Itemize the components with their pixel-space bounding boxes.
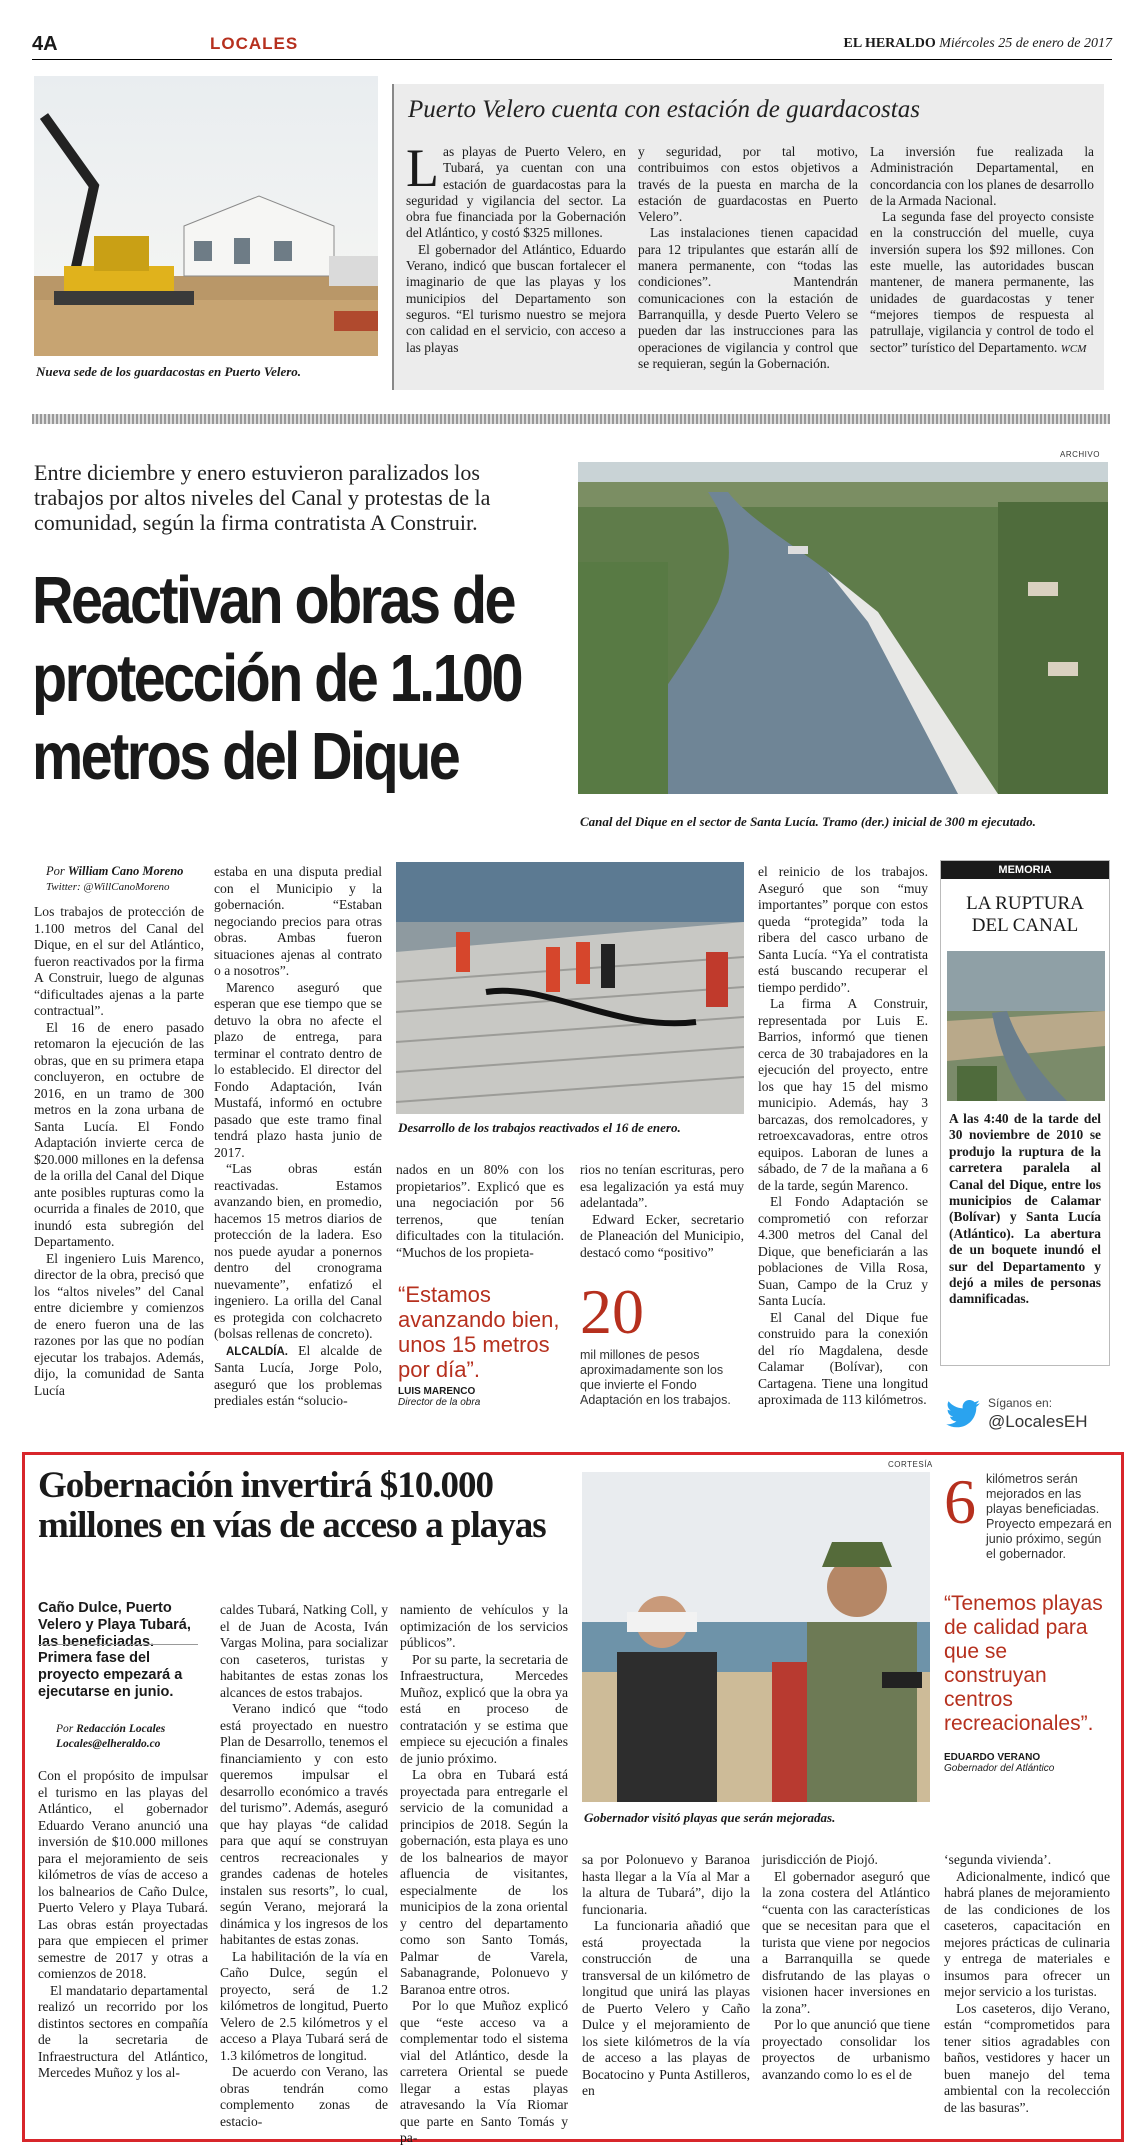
gob-paragraph: El gobernador aseguró que la zona costera del Atlántico “cuenta con las características que se necesitan para que el turista que viene por negocios a Barranquilla se quede disfrutando de las playas o visionen hacer inversiones en la zona”. [762,1868,930,2016]
gob-paragraph: De acuerdo con Verano, las obras tendrán como complemento zonas de estacio- [220,2064,388,2129]
dique-paragraph: El 16 de enero pasado retomaron la ejecución de las obras, que en su primera etapa concluyeron, en octubre de 2016, en un tramo de 300 metros en la zona urbana de Santa Lucía. El Fondo Adaptación invierte cerca de $20.000 millones en la defensa de la orilla del Canal del Dique ante posibles rupturas como la ocurrida a finales de 2010, que inundó esta subregión del Departamento. [34,1019,204,1249]
dique-paragraph: Los trabajos de protección de 1.100 metros del Canal del Dique, en el sur del Atlántico, fueron reactivados por la firma A Construir, luego de algunas “dificultades ajenas a la parte contractual”. [34,904,204,1018]
gob-quote-box [944,1592,1110,1774]
guard-col-3 [870,144,1094,357]
dique-subhead: ALCALDÍA. [226,1345,288,1358]
gob-paragraph: Por lo que anunció que tiene proyectado consolidar los proyectos de urbanismo avanzando como lo es el de [762,2017,930,2082]
dique-paragraph: Edward Ecker, secretario de Planeación del Municipio, destacó como “positivo” [580,1211,744,1260]
gob-paragraph: namiento de vehículos y la optimización de los servicios públicos”. [400,1602,568,1650]
gob-photo-caption: Gobernador visitó playas que serán mejoradas. [584,1810,836,1825]
dique-col-1 [34,904,204,1399]
gob-paragraph: caldes Tubará, Natking Coll, y el de Juan de Acosta, Iván Vargas Molina, para socializar con caseteros, turistas y habitantes de estas zonas los alcances de estos trabajos. [220,1602,388,1700]
gob-paragraph: Los caseteros, dijo Verano, están “comprometidos para tener sitios agradables con baños, vestidores y hacer un buen manejo del tema ambiental con la recolección de las basuras”. [944,2000,1110,2115]
canal-aerial-image [578,462,1108,794]
page-header [32,30,1112,60]
twitter-handle[interactable]: @LocalesEH [988,1412,1088,1431]
dique-photo-caption: Canal del Dique en el sector de Santa Lucía. Tramo (der.) inicial de 300 m ejecutado. [580,814,1036,829]
dique-number-box [580,1276,746,1408]
gob-deck-2: Primera fase del proyecto empezará a ejecutarse en junio. [38,1650,183,1700]
byline-prefix: Por [46,864,65,878]
gob-paragraph: jurisdicción de Piojó. [762,1852,878,1867]
gob-col-6 [944,1852,1110,2116]
gob-photo-credit: CORTESÍA [888,1460,933,1469]
paper-dateline [844,36,1112,52]
gob-paragraph: Con el propósito de impulsar el turismo en las playas del Atlántico, el gobernador Eduardo Verano anunció una inversión de $10.000 millones para el mejoramiento de seis kilómetros de vías de acceso a los balnearios de Caño Dulce, Puerto Velero y Playa Tubará. Las obras están proyectadas para que empiecen el primer semestre de 2017 y otras a comienzos de 2018. [38,1768,208,1981]
dique-photo [578,462,1108,794]
gob-paragraph: Por lo que Muñoz explicó que “este acceso va a complementar todo el sistema vial del Atlántico, desde la carretera Oriental se puede llegar a estas playas atravesando la Vía Riomar que parte en Santo Tomás y pa- [400,1998,568,2145]
gob-paragraph: La funcionaria añadió que está proyectada la construcción de una transversal de un kilómetro de longitud que unirá las playas de Puerto Velero y Caño Dulce y el mejoramiento de los siete kilómetros de la vía de acceso a las playas de Bocatocino y Punta Astilleros, en [582,1918,750,2098]
dique-kicker: Entre diciembre y enero estuvieron paralizados los trabajos por altos niveles del Canal y protestas de la comunidad, según la firma contratista A Construir. [34,460,491,535]
follow-label: Síganos en: [988,1396,1053,1410]
gob-col-5 [762,1852,930,2083]
guard-paragraph: as playas de Puerto Velero, en Tubará, ya cuentan con una estación de guardacostas para la seguridad y vigilancia del sector. La obra fue financiada por la Gobernación del Atlántico, y costó $325 millones. [406,144,626,241]
quote-author: EDUARDO VERANO [944,1752,1041,1763]
guard-box [392,84,1104,390]
gob-col-4 [582,1852,750,2100]
memoria-box [940,860,1110,1366]
dique-paragraph: rios no tenían escrituras, pero esa legalización ya está muy adelantada”. [580,1162,744,1210]
dique-pull-quote: “Estamos avanzando bien, unos 15 metros por día”. [398,1282,560,1382]
dique-headline: Reactivan obras de protección de 1.100 metros del Dique [32,563,521,794]
gob-number-box [944,1466,1112,1562]
guard-paragraph: La segunda fase del proyecto consiste en la construcción del muelle, cuya inversión supera los $92 millones. Con este muelle, las autoridades buscan mantener, de manera permanente, las unidades de guardacostas y tener “mejores tiempos de respuesta al patrullaje, vigilancia y control de todo el sector” turístico del Departamento. [870,209,1094,355]
dique-paragraph: El ingeniero Luis Marenco, director de la obra, precisó que los “altos niveles” del Canal entre diciembre y comienzos de enero fueron una de las razones por las que no podían ejecutar los trabajos. Además, dijo, la comunidad de Santa Lucía [34,1250,204,1398]
guard-paragraph: y seguridad, por tal motivo, contribuimos con estos objetivos a través de la puesta en marcha de la estación de guardacostas en Puerto Velero”. [638,144,858,225]
dique-col-2 [214,864,382,1410]
dique-col-3 [396,1162,564,1261]
dique-paragraph: estaba en una disputa predial con el Municipio y la gobernación. “Estaban negociando precios para otras obras. Ambas fueron situaciones ajenas al contrato o a nosotros”. [214,864,382,978]
guard-photo [34,76,378,356]
flooded-break-image [947,951,1105,1101]
gob-col-1 [38,1768,208,2082]
workers-image [396,862,744,1114]
gob-photo [582,1472,930,1802]
section-name: LOCALES [210,34,299,53]
memoria-title: LA RUPTURA DEL CANAL [966,893,1084,936]
dique-paragraph: El alcalde de Santa Lucía, Jorge Polo, aseguró que los problemas prediales están “solucio- [214,1342,382,1408]
twitter-follow [946,1394,1110,1438]
gob-paragraph: Verano indicó que “todo está proyectado en nuestro Plan de Desarrollo, tenemos el financiamiento y con esto queremos impulsar el desarrollo económico a través del turismo”. Además, aseguró que hay playas “de calidad para que aquí se construyan centros recreacionales y grandes cadenas de hoteles instalen sus resorts”, lo cual, según Verano, mejorará la dinámica y los ingresos de los habitantes de estas zonas. [220,1701,388,1947]
dique-paragraph: “Las obras están reactivadas. Estamos avanzando bien, en promedio, hacemos 15 metros diarios de protección de la ladera. Eso nos puede ayudar a ponernos dentro del cronograma nuevamente”, enfatizó el ingeniero. La orilla del Canal es protegida con colchacreto (bolsas rellenas de concreto). [214,1161,382,1341]
dique-paragraph: el reinicio de los trabajos. Aseguró que son “muy importantes” porque con estos queda “protegida” toda la ribera del casco urbano de Santa Lucía. “Ya el contratista está buscando recuperar el tiempo perdido”. [758,864,928,995]
byline-author: William Cano Moreno [67,864,184,878]
quote-role: Director de la obra [398,1397,481,1408]
dique-paragraph: La firma A Construir, representada por Luis E. Barrios, informó que tienen cerca de 30 trabajadores en la ejecución del proyecto, entre los que hay 15 del mismo municipio. Además, hay 3 barcazas, dos remolcadores, y retroexcavadoras, entre otros equipos. Laboran de lunes a sábado, de 7 de la mañana a 6 de la tarde, según Marenco. [758,996,928,1193]
gob-paragraph: La habilitación de la vía en Caño Dulce, según el proyecto, será de 1.2 kilómetros de longitud, Puerto Velero de 2.5 kilómetros y el acceso a Playa Tubará será de 1.3 kilómetros de longitud. [220,1948,388,2063]
guard-title: Puerto Velero cuenta con estación de guardacostas [408,96,920,123]
byline-email[interactable]: Locales@elheraldo.co [56,1738,161,1750]
dique-col-5 [758,864,928,1409]
dique-paragraph: Marenco aseguró que esperan que ese tiempo que se detuvo la obra no afecte el plazo de entrega, para terminar el contrato dentro de lo establecido. El director del Fondo Adaptación, Iván Mustafá, informó en octubre pasado que este tramo final tendrá plazo hasta junio de 2017. [214,979,382,1160]
gob-big-number: 6 [944,1466,976,1537]
guard-dropcap: L [406,138,439,198]
gob-paragraph: Por su parte, la secretaria de Infraestructura, Mercedes Muñoz, explicó que la obra ya está en proceso de contratación y se estima que empiece su ejecución a finales de junio próximo. [400,1651,568,1766]
page-number: 4A [32,33,58,55]
gob-col-3 [400,1602,568,2147]
gob-deck-1: Caño Dulce, Puerto Velero y Playa Tubará, las beneficiadas. [38,1600,191,1650]
paper-name: EL HERALDO [843,36,936,51]
paper-date: Miércoles 25 de enero de 2017 [939,36,1112,51]
gob-number-text: kilómetros serán mejorados en las playas beneficiadas. Proyecto empezará en junio próximo, según el gobernador. [986,1472,1112,1561]
guard-col-2 [638,144,858,372]
gob-byline [56,1722,216,1752]
gob-paragraph: El mandatario departamental realizó un recorrido por los distintos sectores en compañía de la secretaria de Infraestructura del Atlántico, Mercedes Muñoz y los al- [38,1982,208,2080]
guard-col-1 [406,138,626,356]
dique-paragraph: El Canal del Dique fue construido para la conexión del río Magdalena, desde Calamar (Bolívar), con Cartagena. Tiene una longitud aproximada de 113 kilómetros. [758,1309,928,1407]
dique-big-number: 20 [580,1276,644,1347]
gob-paragraph: sa por Polonuevo y Baranoa hasta llegar a la Vía al Mar a la altura de Tubará”, dijo la funcionaria. [582,1852,750,1917]
guard-paragraph: El gobernador del Atlántico, Eduardo Verano, indicó que buscan fortalecer el imaginario de que las playas y los municipios del Departamento son seguros. “El turismo nuestro se mejora con calidad en el servicio, con acceso a las playas [406,241,626,355]
twitter-bird-icon [946,1400,980,1428]
gob-headline: Gobernación invertirá $10.000 millones en vías de acceso a playas [38,1465,546,1546]
dique-number-text: mil millones de pesos aproximadamente son los que invierte el Fondo Adaptación en los trabajos. [580,1348,731,1407]
byline-prefix: Por [56,1723,74,1735]
quote-author: LUIS MARENCO [398,1386,476,1397]
memoria-label: MEMORIA [941,861,1109,879]
memoria-photo [947,951,1105,1101]
gob-col-2 [220,1602,388,2130]
section-divider [32,414,1110,424]
gob-pull-quote: “Tenemos playas de calidad para que se construyan centros recreacionales”. [944,1592,1103,1735]
guard-signature: WCM [1060,342,1087,355]
guard-photo-caption: Nueva sede de los guardacostas en Puerto Velero. [36,364,302,379]
dique-work-photo [396,862,744,1114]
dique-photo-credit: ARCHIVO [1060,450,1100,459]
guard-paragraph: La inversión fue realizada la Administración Departamental, en concordancia con los planes de desarrollo de la Armada Nacional. [870,144,1094,208]
memoria-text: A las 4:40 de la tarde del 30 noviembre de 2010 se produjo la ruptura de la carretera paralela al Canal del Dique, entre los municipios de Calamar (Bolívar) y Santa Lucía (Atlántico). La abertura de un boquete inundó el sur del Departamento y dejó a miles de personas damnificadas. [949,1111,1101,1307]
dique-byline [46,864,206,895]
gob-paragraph: Adicionalmente, indicó que habrá planes de mejoramiento de las condiciones de los caseteros, capacitación en mejores prácticas de culinaria y entrega de materiales e insumos para ofrecer un mejor servicio a los turistas. [944,1868,1110,1999]
dique-paragraph: El Fondo Adaptación se comprometió con reforzar 4.300 metros del Canal del Dique, que beneficiarán a las poblaciones de Villa Rosa, Suan, Campo de la Cruz y Santa Lucía. [758,1194,928,1308]
dique-paragraph: nados en un 80% con los propietarios”. Explicó que es una negociación por 56 terrenos, que tenían dificultades con la titulación. “Muchos de los propieta- [396,1162,564,1260]
byline-twitter: Twitter: @WillCanoMoreno [46,881,170,893]
dique-quote-box [398,1282,570,1408]
dique-col-4 [580,1162,744,1261]
guard-paragraph: Las instalaciones tienen capacidad para 12 tripulantes que estarán allí de manera permanente, con “todas las condiciones”. Mantendrán comunicaciones con la estación de Barranquilla, y desde Puerto Velero se pueden dar las instrucciones para las operaciones de vigilancia y control que se requieran, según la Gobernación. [638,225,858,371]
governor-beach-image [582,1472,930,1802]
byline-author: Redacción Locales [76,1723,166,1735]
excavator-house-image [34,76,378,356]
gob-paragraph: ‘segunda vivienda’. [944,1852,1052,1867]
gob-deck-divider [38,1644,198,1645]
quote-role: Gobernador del Atlántico [944,1763,1055,1774]
dique-work-caption: Desarrollo de los trabajos reactivados el 16 de enero. [398,1120,681,1135]
gob-paragraph: La obra en Tubará está proyectada para entregarle el servicio de la comunidad a principios de 2018. Según la gobernación, esta playa es uno de los balnearios de mayor afluencia de visitantes, especialmente de los municipios de la zona oriental y centro del departamento como son Santo Tomás, Palmar de Varela, Sabanagrande, Polonuevo y Baranoa entre otros. [400,1767,568,1997]
